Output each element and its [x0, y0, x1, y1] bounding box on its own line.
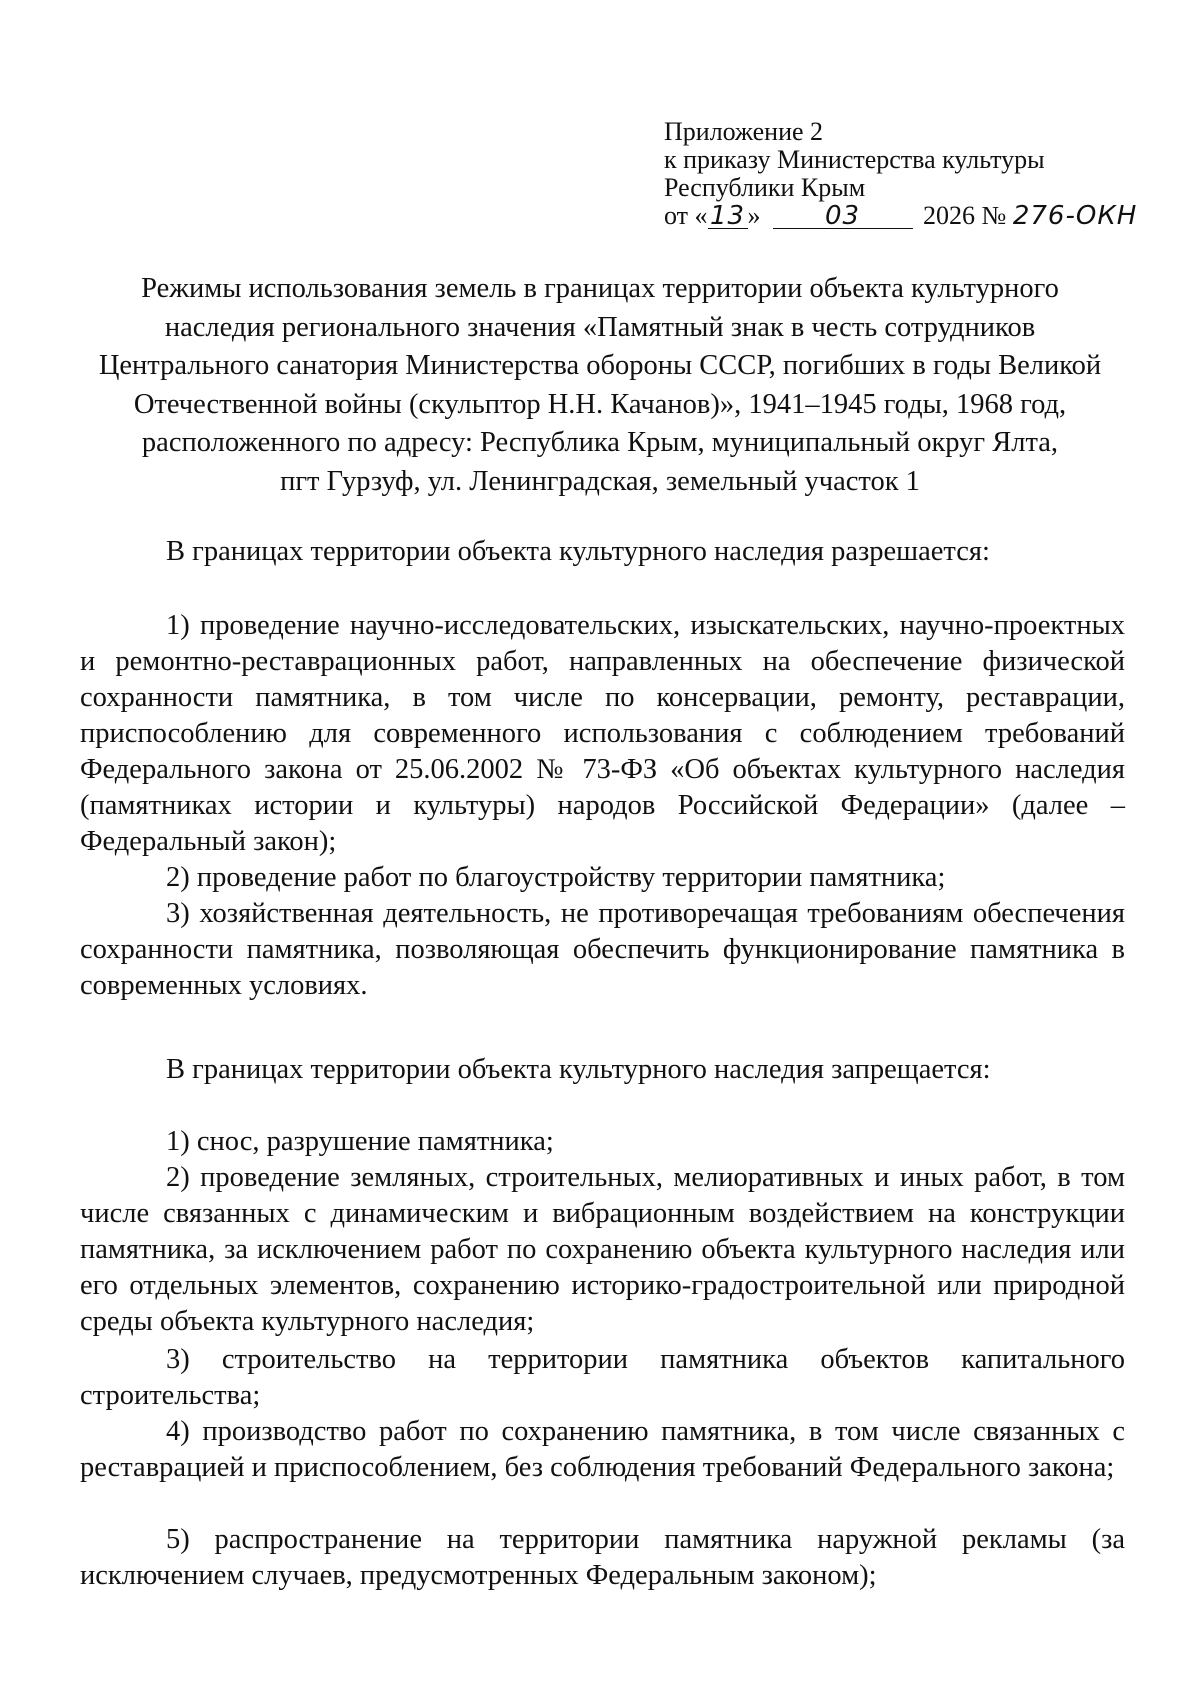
title-line: Центрального санатория Министерства обороны СССР, погибших в годы Великой — [98, 350, 1102, 381]
date-month-handwritten: 03 — [773, 204, 913, 229]
title-line: Режимы использования земель в границах территории объекта культурного — [141, 273, 1059, 304]
date-year: 2026 № — [923, 201, 1007, 230]
prohibited-heading: В границах территории объекта культурного наследия запрещается: — [166, 1054, 991, 1085]
title-line: наследия регионального значения «Памятный знак в честь сотрудников — [164, 311, 1036, 343]
appendix-reference — [664, 118, 1144, 230]
prohibited-item-5: 5) распространение на территории памятника наружной рекламы (за исключением случаев, предусмотренных Федеральным законом); — [80, 1524, 1125, 1591]
title-line: расположенного по адресу: Республика Крым, муниципальный округ Ялта, — [141, 427, 1059, 458]
allowed-item-2: 2) проведение работ по благоустройству территории памятника; — [166, 862, 946, 893]
allowed-item-3: 3) хозяйственная деятельность, не противоречащая требованиям обеспечения сохранности памятника, позволяющая обеспечить функционирование памятника в современных условиях. — [80, 898, 1125, 1001]
title-line: пгт Гурзуф, ул. Ленинградская, земельный участок 1 — [280, 465, 920, 497]
allowed-heading: В границах территории объекта культурного наследия разрешается: — [166, 536, 990, 567]
date-mid: » — [747, 201, 761, 230]
order-number-handwritten: 276-ОКН — [1012, 201, 1138, 231]
date-day-handwritten: 13 — [708, 204, 748, 229]
prohibited-item-2: 2) проведение земляных, строительных, мелиоративных и иных работ, в том числе связанных с динамическим и вибрационным воздействием на конструкции памятника, за исключением работ по сохранению объекта культурного наследия или его отдельных элементов, сохранению историко-градостроительной или природной среды объекта культурного наследия; — [80, 1162, 1125, 1337]
appendix-date-line — [664, 202, 1144, 230]
appendix-line-3: Республики Крым — [664, 173, 866, 202]
appendix-line-2: к приказу Министерства культуры — [664, 145, 1045, 174]
appendix-line-1: Приложение 2 — [664, 117, 824, 146]
allowed-item-1: 1) проведение научно-исследовательских, изыскательских, научно-проектных и ремонтно-реставрационных работ, направленных на обеспечение физической сохранности памятника, в том числе по консервации, ремонту, реставрации, приспособлению для современного использования с соблюдением требований Федерального закона от 25.06.2002 № 73-ФЗ «Об объектах культурного наследия (памятниках истории и культуры) народов Российской Федерации» (далее – Федеральный закон); — [80, 610, 1125, 857]
prohibited-item-3: 3) строительство на территории памятника объектов капитального строительства; — [80, 1344, 1125, 1411]
document-title — [80, 270, 1120, 501]
prohibited-item-1: 1) снос, разрушение памятника; — [166, 1126, 554, 1157]
prohibited-item-4: 4) производство работ по сохранению памятника, в том числе связанных с реставрацией и приспособлением, без соблюдения требований Федерального закона; — [80, 1416, 1125, 1483]
date-prefix: от « — [664, 201, 708, 230]
title-line: Отечественной войны (скульптор Н.Н. Качанов)», 1941–1945 годы, 1968 год, — [133, 388, 1067, 420]
